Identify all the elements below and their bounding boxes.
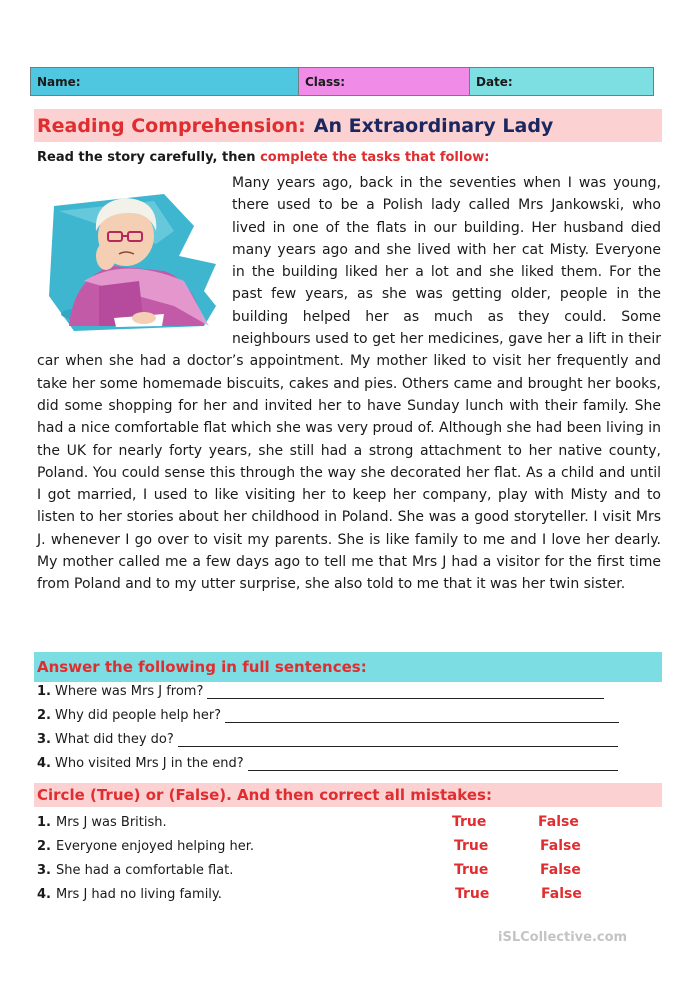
tf-statement-2 — [37, 839, 254, 854]
answer-line[interactable] — [248, 756, 618, 771]
statement-number: 3. — [37, 863, 51, 878]
question-number: 4. — [37, 756, 51, 771]
true-false-heading — [34, 783, 662, 807]
question-1 — [37, 684, 604, 699]
title-main: An Extraordinary Lady — [313, 114, 554, 137]
elderly-lady-illustration-icon — [44, 186, 220, 336]
statement-number: 4. — [37, 887, 51, 902]
watermark: iSLCollective.com — [498, 930, 628, 945]
name-label: Name: — [37, 74, 81, 89]
question-2 — [37, 708, 619, 723]
instructions — [37, 150, 489, 165]
date-field[interactable] — [470, 68, 653, 95]
tf-statement-3 — [37, 863, 233, 878]
question-number: 1. — [37, 684, 51, 699]
tf-statement-1 — [37, 815, 167, 830]
answer-line[interactable] — [207, 684, 604, 699]
tf-2-false-option[interactable]: False — [540, 838, 581, 854]
tf-1-true-option[interactable]: True — [452, 814, 487, 830]
tf-3-false-option[interactable]: False — [540, 862, 581, 878]
instructions-part2: complete the tasks that follow: — [260, 150, 490, 165]
answer-line[interactable] — [178, 732, 618, 747]
statement-number: 2. — [37, 839, 51, 854]
statement-number: 1. — [37, 815, 51, 830]
instructions-part1: Read the story carefully, then — [37, 150, 261, 165]
question-number: 2. — [37, 708, 51, 723]
story-text: Many years ago, back in the seventies when I was young, there used to be a Polish lady called Mrs Jankowski, who lived in one of the flats in our building. Her husband died many years ago and she lived with her cat Misty. Everyone in the building liked her a lot and she liked them. For the past few years, as she was getting older, people in the building helped her as much as they could. Some neighbours used to get her medicines, gave her a lift in their car when she had a doctor’s appointment. My mother liked to visit her frequently and take her some homemade biscuits, cakes and pies. Others came and brought her books, did some shopping for her and invited her to have Sunday lunch with their family. She had a nice comfortable flat which she was very proud of. Although she had been living in the UK for nearly forty years, she still had a strong attachment to her native county, Poland. You could sense this through the way she decorated her flat. As a child and until I got married, I used to like visiting her to keep her company, play with Misty and to listen to her stories about her childhood in Poland. She was a good storyteller. I visit Mrs J. whenever I go over to visit my parents. She is like family to me and I love her dearly. My mother called me a few days ago to tell me that Mrs J had a visitor for the first time from Poland and to my utter surprise, she also told to me that it was her twin sister. — [37, 175, 661, 593]
questions-heading — [34, 652, 662, 682]
class-label: Class: — [305, 74, 346, 89]
question-text: Why did people help her? — [54, 708, 222, 723]
question-3 — [37, 732, 618, 747]
answer-line[interactable] — [225, 708, 619, 723]
class-field[interactable] — [299, 68, 470, 95]
worksheet-title — [34, 109, 662, 142]
question-text: What did they do? — [54, 732, 174, 747]
tf-1-false-option[interactable]: False — [538, 814, 579, 830]
tf-4-false-option[interactable]: False — [541, 886, 582, 902]
question-text: Where was Mrs J from? — [54, 684, 204, 699]
date-label: Date: — [476, 74, 513, 89]
questions-heading-text: Answer the following in full sentences: — [37, 658, 367, 676]
question-4 — [37, 756, 618, 771]
statement-text: Mrs J had no living family. — [55, 887, 222, 902]
true-false-heading-text: Circle (True) or (False). And then correct all mistakes: — [37, 786, 492, 804]
student-info-header — [30, 67, 654, 96]
title-prefix: Reading Comprehension: — [37, 114, 306, 137]
question-text: Who visited Mrs J in the end? — [54, 756, 244, 771]
tf-statement-4 — [37, 887, 222, 902]
statement-text: Everyone enjoyed helping her. — [55, 839, 254, 854]
tf-3-true-option[interactable]: True — [454, 862, 489, 878]
statement-text: She had a comfortable flat. — [55, 863, 234, 878]
tf-2-true-option[interactable]: True — [454, 838, 489, 854]
name-field[interactable] — [31, 68, 299, 95]
statement-text: Mrs J was British. — [55, 815, 167, 830]
tf-4-true-option[interactable]: True — [455, 886, 490, 902]
question-number: 3. — [37, 732, 51, 747]
